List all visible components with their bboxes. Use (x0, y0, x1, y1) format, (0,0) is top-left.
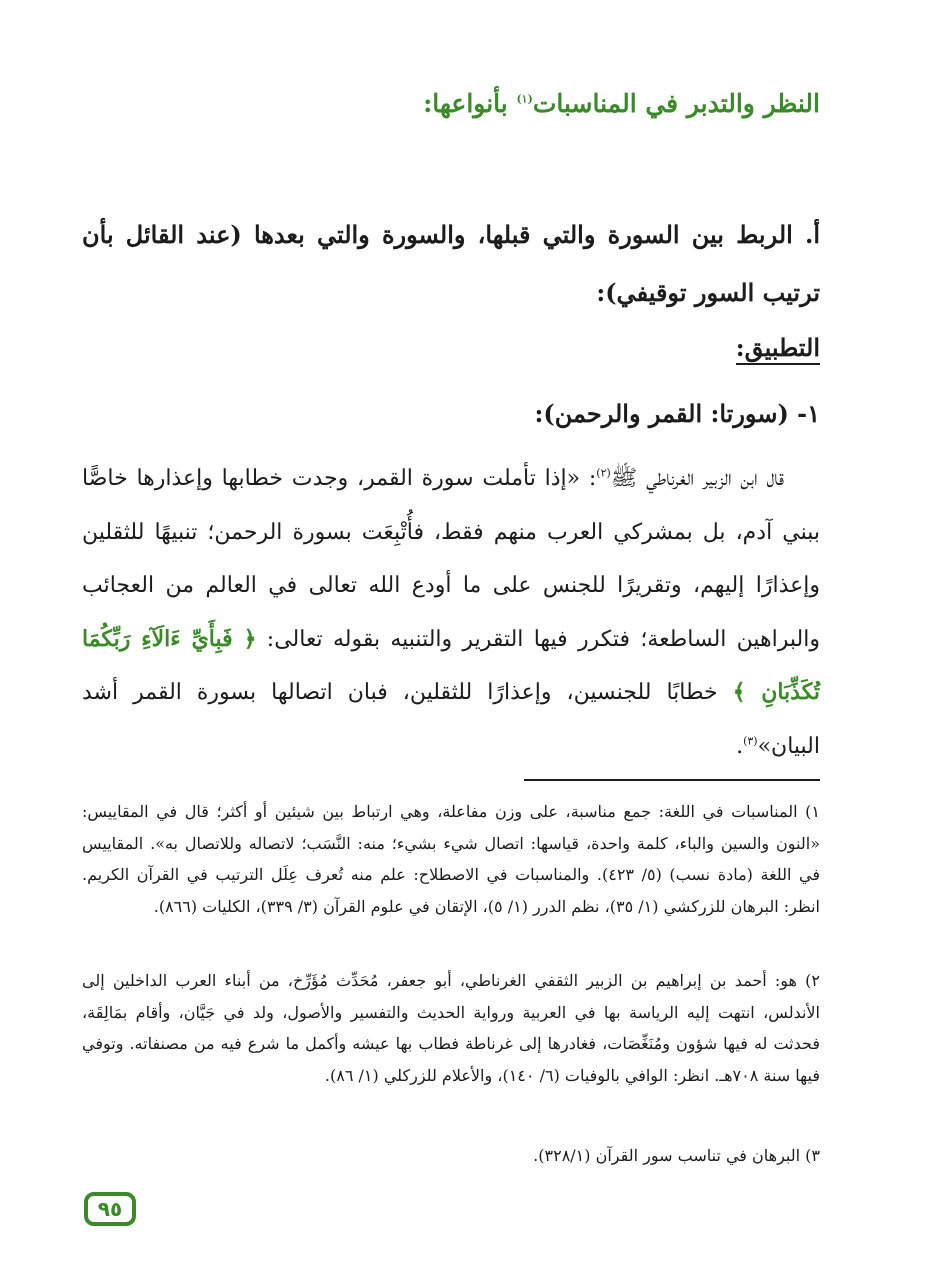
body-text-1: قال ابن الزبير الغرناطي ﷺ (610, 466, 785, 491)
footnote-3: ٣) البرهان في تناسب سور القرآن (٣٢٨/١). (533, 1146, 820, 1165)
body-paragraph (82, 452, 820, 773)
footnote-1: ١) المناسبات في اللغة: جمع مناسبة، على وزن مفاعلة، وهي ارتباط بين شيئين أو أكثر؛ قال في المقاييس: «النون والسين والباء، كلمة واحدة، قياسها: اتصال شيء بشيء؛ منه: النَّسَب؛ لاتصاله وللاتصال به». المقاييس في اللغة (مادة نسب) (٥/ ٤٢٣). والمناسبات في الاصطلاح: علم منه تُعرف عِلَل الترتيب في القرآن الكريم. انظر: البرهان للزركشي (١/ ٣٥)، نظم الدرر (١/ ٥)، الإتقان في علوم القرآن (٣/ ٣٣٩)، الكليات (٨٦٦). (82, 802, 821, 916)
heading-title: النظر والتدبر في المناسبات (532, 89, 820, 118)
footnote-ref-3[interactable]: (٣) (743, 734, 758, 748)
subheading: أ. الربط بين السورة والتي قبلها، والسورة والتي بعدها (عند القائل بأن ترتيب السور توقيفي): (82, 220, 820, 307)
quran-verse: ﴿ فَبِأَيِّ ءَالَآءِ رَبِّكُمَا تُكَذِّبَانِ ﴾ (82, 625, 820, 705)
body-text-2: : «إذا تأملت سورة القمر، وجدت خطابها وإعذارها خاصًّا ببني آدم، بل بمشركي العرب منهم فقط، فأُتْبِعَت بسورة الرحمن؛ تنبيهًا للثقلين وإعذارًا إليهم، وتقريرًا للجنس على ما أودع الله تعالى في العالم من العجائب والبراهين الساطعة؛ فتكرر فيها التقرير والتنبيه بقوله تعالى: (82, 466, 820, 652)
book-page (82, 0, 820, 1264)
body-text-3: خطابًا للجنسين، وإعذارًا للثقلين، فبان اتصالها بسورة القمر أشد البيان» (82, 680, 820, 759)
body-end: . (736, 733, 744, 759)
footnote-2: ٢) هو: أحمد بن إبراهيم بن الزبير الثقفي الغرناطي، أبو جعفر، مُحَدِّث مُؤَرِّخ، من أبناء العرب الداخلين إلى الأندلس، انتهت إليه الرياسة بها في العربية ورواية الحديث والتفسير والأصول، ولد في جَيَّان، وأقام بمَالِقَة، فحدثت له فيها شؤون ومُنَغِّصَات، فغادرها إلى غرناطة فطاب بها عيشه وأكمل ما شرع فيه من مصنفاته. وتوفي فيها سنة ٧٠٨هـ. انظر: الوافي بالوفيات (٦/ ١٤٠)، والأعلام للزركلي (١/ ٨٦). (82, 971, 820, 1085)
footnote-ref-2[interactable]: (٢) (596, 466, 611, 480)
section-heading (82, 80, 820, 128)
item-title: ١- (سورتا: القمر والرحمن): (534, 399, 820, 428)
footnote-divider (524, 779, 820, 781)
footnote-ref-1[interactable]: (١) (516, 92, 533, 106)
application-label-text: التطبيق: (736, 333, 820, 365)
application-label (736, 324, 820, 372)
page-number: ٩٥ (84, 1192, 136, 1226)
heading-suffix: بأنواعها: (423, 89, 517, 118)
